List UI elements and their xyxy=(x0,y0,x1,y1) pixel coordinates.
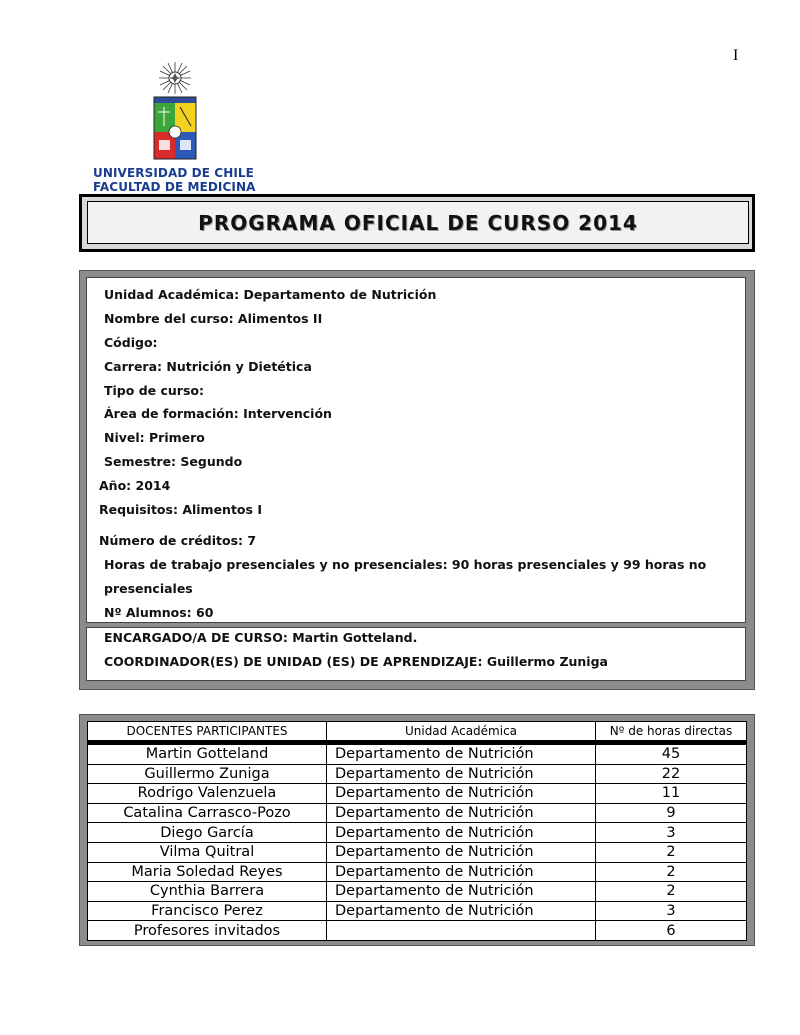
course-details-panel xyxy=(86,277,746,623)
docente-unit: Departamento de Nutrición xyxy=(327,823,596,843)
field-coordinador: COORDINADOR(ES) DE UNIDAD (ES) DE APRENDIZAJE: Guillermo Zuniga xyxy=(104,654,608,669)
docente-hours: 2 xyxy=(596,862,747,882)
course-info-box xyxy=(79,270,755,690)
docente-hours: 2 xyxy=(596,842,747,862)
docente-unit: Departamento de Nutrición xyxy=(327,764,596,784)
field-area-formacion: Área de formación: Intervención xyxy=(104,406,332,421)
docente-unit: Departamento de Nutrición xyxy=(327,842,596,862)
faculty-line: FACULTAD DE MEDICINA xyxy=(93,180,256,194)
field-semestre: Semestre: Segundo xyxy=(104,454,243,469)
docente-hours: 6 xyxy=(596,921,747,941)
table-row xyxy=(88,803,747,823)
table-row xyxy=(88,764,747,784)
docentes-box xyxy=(79,714,755,946)
header-horas: Nº de horas directas xyxy=(596,722,747,743)
docente-unit xyxy=(327,921,596,941)
title-inner xyxy=(87,201,749,244)
table-row xyxy=(88,921,747,941)
table-header-row xyxy=(88,722,747,743)
docente-unit: Departamento de Nutrición xyxy=(327,784,596,804)
docente-unit: Departamento de Nutrición xyxy=(327,882,596,902)
table-row xyxy=(88,842,747,862)
field-carrera: Carrera: Nutrición y Dietética xyxy=(104,359,312,374)
docente-hours: 3 xyxy=(596,901,747,921)
university-name xyxy=(93,166,256,194)
title-banner xyxy=(79,194,755,252)
field-nombre-curso: Nombre del curso: Alimentos II xyxy=(104,311,323,326)
field-horas-trabajo-cont: presenciales xyxy=(104,581,193,596)
header-unidad: Unidad Académica xyxy=(327,722,596,743)
docente-hours: 45 xyxy=(596,743,747,765)
field-encargado: ENCARGADO/A DE CURSO: Martin Gotteland. xyxy=(104,630,418,645)
docente-unit: Departamento de Nutrición xyxy=(327,901,596,921)
document-title: PROGRAMA OFICIAL DE CURSO 2014 xyxy=(198,210,638,235)
docente-name: Profesores invitados xyxy=(88,921,327,941)
table-row xyxy=(88,901,747,921)
docente-name: Vilma Quitral xyxy=(88,842,327,862)
docente-name: Catalina Carrasco-Pozo xyxy=(88,803,327,823)
header-docentes: DOCENTES PARTICIPANTES xyxy=(88,722,327,743)
table-row xyxy=(88,784,747,804)
docente-hours: 3 xyxy=(596,823,747,843)
docente-name: Rodrigo Valenzuela xyxy=(88,784,327,804)
docente-name: Diego García xyxy=(88,823,327,843)
docente-hours: 9 xyxy=(596,803,747,823)
docente-name: Francisco Perez xyxy=(88,901,327,921)
field-unidad-academica: Unidad Académica: Departamento de Nutrición xyxy=(104,287,437,302)
docente-unit: Departamento de Nutrición xyxy=(327,743,596,765)
course-staff-panel xyxy=(86,627,746,681)
field-alumnos: Nº Alumnos: 60 xyxy=(104,605,214,620)
table-row xyxy=(88,743,747,765)
docente-unit: Departamento de Nutrición xyxy=(327,803,596,823)
field-codigo: Código: xyxy=(104,335,158,350)
docente-hours: 11 xyxy=(596,784,747,804)
university-seal-logo xyxy=(150,60,200,162)
field-anio: Año: 2014 xyxy=(99,478,171,493)
page-number: I xyxy=(733,47,739,64)
docente-name: Guillermo Zuniga xyxy=(88,764,327,784)
field-requisitos: Requisitos: Alimentos I xyxy=(99,502,262,517)
table-row xyxy=(88,823,747,843)
docente-hours: 22 xyxy=(596,764,747,784)
table-row xyxy=(88,862,747,882)
docentes-table xyxy=(87,721,747,941)
university-line: UNIVERSIDAD DE CHILE xyxy=(93,166,254,180)
field-creditos: Número de créditos: 7 xyxy=(99,533,257,548)
field-nivel: Nivel: Primero xyxy=(104,430,205,445)
field-tipo-curso: Tipo de curso: xyxy=(104,383,204,398)
docente-name: Martin Gotteland xyxy=(88,743,327,765)
docente-unit: Departamento de Nutrición xyxy=(327,862,596,882)
field-horas-trabajo: Horas de trabajo presenciales y no presenciales: 90 horas presenciales y 99 horas no xyxy=(104,557,707,572)
docente-name: Maria Soledad Reyes xyxy=(88,862,327,882)
docente-name: Cynthia Barrera xyxy=(88,882,327,902)
table-row xyxy=(88,882,747,902)
docente-hours: 2 xyxy=(596,882,747,902)
